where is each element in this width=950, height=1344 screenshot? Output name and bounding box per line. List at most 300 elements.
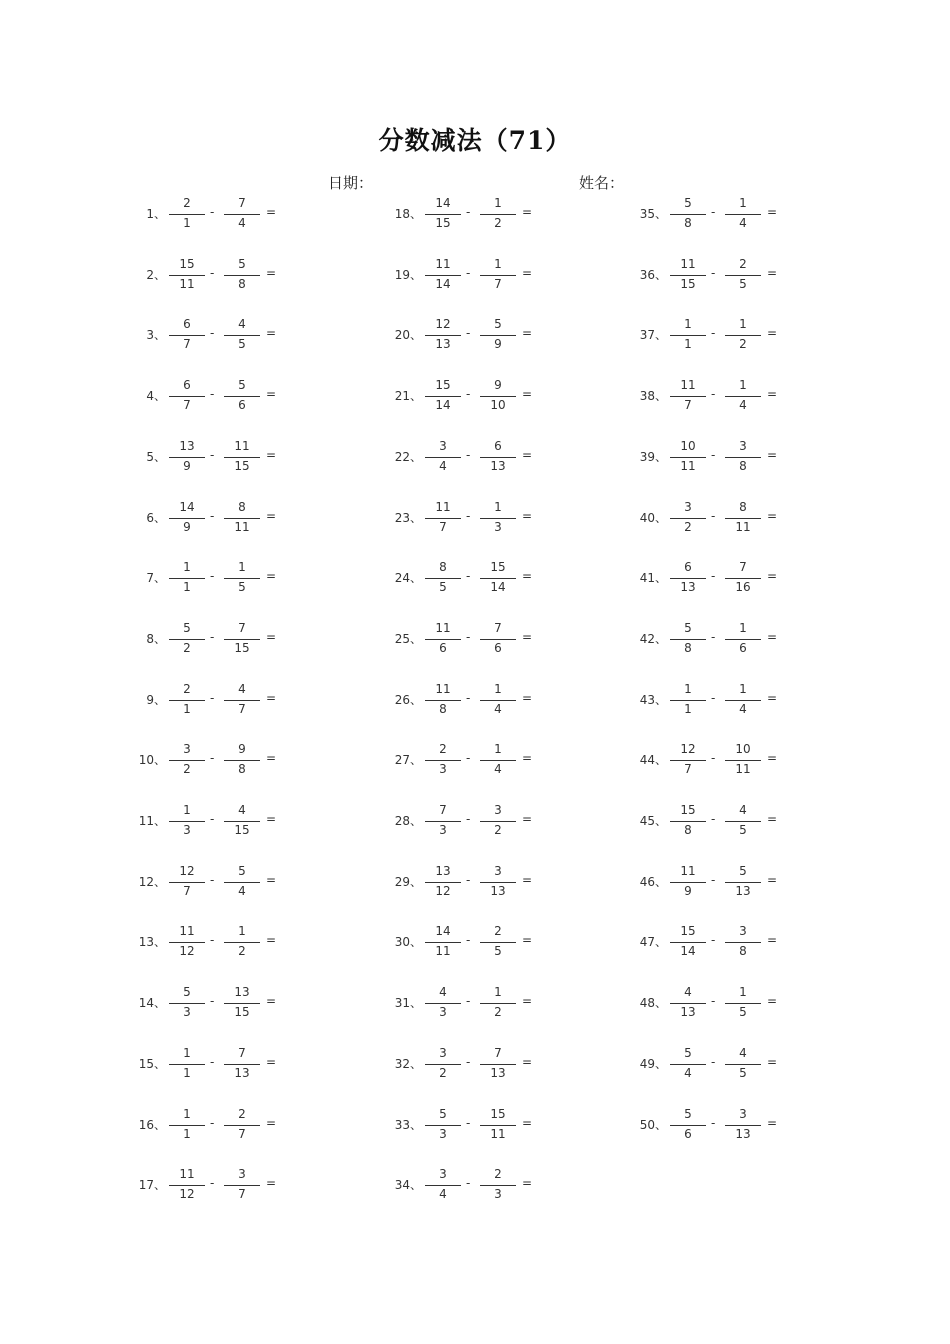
minuend-fraction	[670, 619, 706, 659]
minuend-fraction	[425, 619, 461, 659]
subtrahend-denominator: 15	[234, 458, 250, 473]
problem-number: 49、	[639, 1056, 667, 1071]
minuend-fraction	[169, 1165, 205, 1205]
minuend-denominator: 6	[684, 1126, 692, 1141]
minuend-fraction	[425, 1044, 461, 1084]
subtrahend-fraction	[480, 740, 516, 780]
fraction-bar	[725, 275, 761, 276]
minuend-fraction	[425, 680, 461, 720]
date-label: 日期：	[328, 174, 374, 192]
minuend-fraction	[169, 1105, 205, 1145]
subtrahend-numerator: 1	[494, 985, 502, 1000]
subtrahend-fraction	[480, 1165, 516, 1205]
fraction-bar	[725, 578, 761, 579]
minuend-fraction	[425, 498, 461, 538]
problem-number: 15、	[138, 1056, 166, 1071]
minuend-denominator: 12	[435, 883, 451, 898]
equals-sign: =	[522, 508, 533, 523]
subtrahend-denominator: 13	[735, 1126, 751, 1141]
minuend-numerator: 2	[439, 742, 447, 757]
subtrahend-fraction	[224, 437, 260, 477]
equals-sign: =	[266, 751, 277, 766]
subtrahend-denominator: 10	[490, 398, 506, 413]
subtrahend-denominator: 7	[238, 701, 246, 716]
fraction-bar	[725, 457, 761, 458]
minuend-numerator: 5	[183, 620, 191, 635]
subtrahend-fraction	[224, 862, 260, 902]
subtrahend-numerator: 8	[238, 499, 246, 514]
minuend-fraction	[670, 376, 706, 416]
subtrahend-denominator: 15	[234, 823, 250, 837]
minuend-denominator: 2	[183, 640, 191, 655]
fraction-bar	[480, 1125, 516, 1126]
minuend-numerator: 15	[435, 378, 451, 393]
equals-sign: =	[767, 326, 778, 341]
subtrahend-denominator: 13	[490, 1065, 506, 1080]
problem-number: 3、	[146, 328, 166, 343]
minus-sign: -	[466, 994, 471, 1009]
minuend-denominator: 13	[680, 1005, 696, 1020]
subtrahend-numerator: 13	[234, 985, 250, 1000]
fraction-bar	[725, 1003, 761, 1004]
problem-number: 10、	[138, 753, 166, 768]
minus-sign: -	[466, 812, 471, 826]
minuend-denominator: 2	[183, 762, 191, 777]
problem-number: 43、	[639, 692, 667, 707]
minus-sign: -	[210, 1176, 215, 1191]
minuend-denominator: 5	[439, 580, 447, 595]
subtrahend-fraction	[480, 558, 516, 598]
equals-sign: =	[767, 933, 778, 948]
subtrahend-fraction	[725, 194, 761, 234]
subtrahend-numerator: 3	[494, 803, 502, 817]
subtrahend-denominator: 6	[238, 398, 246, 413]
subtrahend-numerator: 1	[739, 985, 747, 1000]
minuend-numerator: 14	[435, 924, 451, 939]
subtrahend-denominator: 4	[494, 701, 502, 716]
minuend-denominator: 1	[183, 701, 191, 716]
subtrahend-denominator: 2	[494, 1005, 502, 1020]
minuend-numerator: 12	[435, 317, 451, 332]
problem-number: 14、	[138, 996, 166, 1011]
problem-number: 48、	[639, 996, 667, 1011]
minus-sign: -	[210, 751, 215, 766]
subtrahend-fraction	[224, 680, 260, 720]
subtrahend-fraction	[480, 801, 516, 841]
minuend-fraction	[425, 315, 461, 355]
problem-number: 27、	[394, 753, 422, 768]
minuend-fraction	[425, 1105, 461, 1145]
fraction-bar	[480, 396, 516, 397]
problem-number: 30、	[394, 935, 422, 950]
subtrahend-numerator: 3	[739, 438, 747, 453]
problem-number: 46、	[639, 874, 667, 889]
problem-number: 37、	[639, 328, 667, 343]
subtrahend-denominator: 4	[739, 216, 747, 230]
fraction-bar	[224, 760, 260, 761]
minus-sign: -	[711, 326, 716, 341]
equals-sign: =	[266, 933, 277, 948]
subtrahend-numerator: 1	[238, 560, 246, 575]
equals-sign: =	[522, 387, 533, 402]
minus-sign: -	[466, 933, 471, 948]
problem-number: 50、	[639, 1117, 667, 1132]
minuend-denominator: 8	[439, 701, 447, 716]
minus-sign: -	[466, 326, 471, 341]
subtrahend-denominator: 5	[739, 1005, 747, 1020]
subtrahend-numerator: 1	[739, 681, 747, 696]
minus-sign: -	[711, 872, 716, 887]
equals-sign: =	[266, 994, 277, 1009]
subtrahend-denominator: 13	[490, 883, 506, 898]
subtrahend-numerator: 2	[739, 256, 747, 271]
subtrahend-denominator: 7	[494, 276, 502, 291]
fraction-bar	[425, 518, 461, 519]
fraction-bar	[425, 214, 461, 215]
fraction-bar	[480, 700, 516, 701]
fraction-bar	[725, 396, 761, 397]
fraction-bar	[169, 518, 205, 519]
fraction-bar	[224, 578, 260, 579]
fraction-bar	[224, 639, 260, 640]
fraction-bar	[425, 578, 461, 579]
minuend-numerator: 15	[680, 803, 696, 817]
minuend-denominator: 3	[183, 1005, 191, 1020]
minus-sign: -	[466, 1054, 471, 1069]
fraction-bar	[169, 760, 205, 761]
minus-sign: -	[711, 751, 716, 766]
subtrahend-numerator: 7	[494, 1045, 502, 1060]
subtrahend-fraction	[725, 801, 761, 841]
minuend-denominator: 7	[183, 337, 191, 352]
equals-sign: =	[266, 447, 277, 462]
fraction-bar	[425, 942, 461, 943]
page-title: 分数减法（71）	[378, 126, 572, 155]
problem-number: 17、	[138, 1178, 166, 1193]
minuend-denominator: 2	[684, 519, 692, 534]
minuend-numerator: 3	[439, 1167, 447, 1182]
minuend-fraction	[425, 922, 461, 962]
equals-sign: =	[266, 1054, 277, 1069]
subtrahend-denominator: 4	[238, 883, 246, 898]
subtrahend-fraction	[725, 1105, 761, 1145]
problem-number: 29、	[394, 874, 422, 889]
fraction-bar	[480, 760, 516, 761]
minuend-denominator: 12	[179, 944, 195, 959]
subtrahend-numerator: 7	[238, 196, 246, 210]
subtrahend-fraction	[224, 315, 260, 355]
minuend-fraction	[670, 983, 706, 1023]
subtrahend-fraction	[224, 558, 260, 598]
equals-sign: =	[266, 265, 277, 280]
subtrahend-fraction	[480, 498, 516, 538]
problem-number: 34、	[394, 1178, 422, 1193]
subtrahend-numerator: 1	[739, 620, 747, 635]
subtrahend-fraction	[224, 801, 260, 841]
minus-sign: -	[210, 812, 215, 826]
fraction-bar	[670, 821, 706, 822]
minus-sign: -	[210, 994, 215, 1009]
subtrahend-denominator: 3	[494, 519, 502, 534]
subtrahend-fraction	[480, 680, 516, 720]
subtrahend-numerator: 5	[238, 256, 246, 271]
subtrahend-denominator: 8	[739, 944, 747, 959]
minuend-denominator: 11	[680, 458, 696, 473]
fraction-bar	[480, 821, 516, 822]
minus-sign: -	[210, 690, 215, 705]
subtrahend-fraction	[480, 194, 516, 234]
minus-sign: -	[210, 629, 215, 644]
minuend-fraction	[169, 740, 205, 780]
subtrahend-numerator: 1	[739, 196, 747, 210]
minuend-numerator: 2	[183, 681, 191, 696]
subtrahend-fraction	[725, 376, 761, 416]
minus-sign: -	[711, 387, 716, 402]
minus-sign: -	[210, 1115, 215, 1130]
fraction-bar	[224, 942, 260, 943]
subtrahend-denominator: 7	[238, 1187, 246, 1202]
minuend-fraction	[169, 862, 205, 902]
problem-number: 7、	[146, 571, 166, 586]
equals-sign: =	[522, 994, 533, 1009]
minuend-numerator: 15	[179, 256, 195, 271]
minuend-numerator: 13	[435, 863, 451, 878]
minuend-numerator: 3	[439, 1045, 447, 1060]
minus-sign: -	[210, 205, 215, 219]
minuend-numerator: 1	[183, 1045, 191, 1060]
subtrahend-denominator: 13	[735, 883, 751, 898]
subtrahend-denominator: 4	[238, 216, 246, 230]
subtrahend-fraction	[480, 1044, 516, 1084]
subtrahend-fraction	[224, 255, 260, 295]
problem-number: 35、	[639, 207, 667, 221]
minuend-denominator: 4	[439, 1187, 447, 1202]
minuend-numerator: 4	[684, 985, 692, 1000]
minuend-fraction	[670, 801, 706, 841]
minus-sign: -	[711, 508, 716, 523]
minus-sign: -	[711, 994, 716, 1009]
subtrahend-denominator: 7	[238, 1126, 246, 1141]
minus-sign: -	[466, 629, 471, 644]
minuend-numerator: 5	[439, 1106, 447, 1121]
subtrahend-fraction	[480, 619, 516, 659]
minuend-fraction	[169, 376, 205, 416]
subtrahend-fraction	[224, 376, 260, 416]
minuend-fraction	[425, 801, 461, 841]
minuend-numerator: 5	[684, 620, 692, 635]
minuend-denominator: 14	[680, 944, 696, 959]
minuend-numerator: 5	[684, 196, 692, 210]
equals-sign: =	[522, 629, 533, 644]
minuend-numerator: 5	[684, 1045, 692, 1060]
minuend-numerator: 5	[684, 1106, 692, 1121]
problem-number: 5、	[146, 449, 166, 464]
subtrahend-numerator: 15	[490, 560, 506, 575]
equals-sign: =	[522, 690, 533, 705]
subtrahend-fraction	[725, 558, 761, 598]
minus-sign: -	[210, 326, 215, 341]
fraction-bar	[169, 882, 205, 883]
minuend-fraction	[425, 558, 461, 598]
fraction-bar	[169, 214, 205, 215]
equals-sign: =	[266, 508, 277, 523]
minuend-denominator: 7	[684, 762, 692, 777]
equals-sign: =	[767, 994, 778, 1009]
subtrahend-denominator: 6	[739, 640, 747, 655]
equals-sign: =	[767, 751, 778, 766]
fraction-bar	[425, 335, 461, 336]
minuend-denominator: 15	[435, 216, 451, 230]
minuend-fraction	[169, 498, 205, 538]
minus-sign: -	[210, 447, 215, 462]
equals-sign: =	[767, 569, 778, 584]
subtrahend-denominator: 9	[494, 337, 502, 352]
equals-sign: =	[522, 265, 533, 280]
minuend-fraction	[670, 498, 706, 538]
subtrahend-fraction	[725, 922, 761, 962]
fraction-bar	[169, 1185, 205, 1186]
minuend-denominator: 9	[684, 883, 692, 898]
subtrahend-denominator: 3	[494, 1187, 502, 1202]
minuend-numerator: 10	[680, 438, 696, 453]
problem-number: 47、	[639, 935, 667, 950]
subtrahend-numerator: 1	[494, 681, 502, 696]
subtrahend-denominator: 5	[238, 337, 246, 352]
fraction-bar	[480, 942, 516, 943]
problem-number: 38、	[639, 389, 667, 404]
subtrahend-denominator: 14	[490, 580, 506, 595]
problem-number: 19、	[394, 267, 422, 282]
subtrahend-denominator: 11	[490, 1126, 506, 1141]
subtrahend-numerator: 11	[234, 438, 250, 453]
problem-number: 44、	[639, 753, 667, 768]
minus-sign: -	[711, 569, 716, 584]
subtrahend-fraction	[480, 255, 516, 295]
subtrahend-numerator: 2	[494, 924, 502, 939]
fraction-bar	[480, 1003, 516, 1004]
fraction-bar	[670, 457, 706, 458]
fraction-bar	[224, 1064, 260, 1065]
problem-number: 31、	[394, 996, 422, 1011]
fraction-bar	[725, 214, 761, 215]
minuend-fraction	[169, 1044, 205, 1084]
minuend-fraction	[670, 437, 706, 477]
minuend-fraction	[670, 255, 706, 295]
subtrahend-numerator: 5	[238, 378, 246, 393]
problem-number: 13、	[138, 935, 166, 950]
subtrahend-numerator: 4	[238, 803, 246, 817]
fraction-bar	[725, 1125, 761, 1126]
fraction-bar	[224, 1003, 260, 1004]
subtrahend-fraction	[725, 1044, 761, 1084]
fraction-bar	[425, 396, 461, 397]
subtrahend-numerator: 1	[494, 256, 502, 271]
minus-sign: -	[711, 1054, 716, 1069]
minuend-numerator: 1	[684, 317, 692, 332]
fraction-bar	[725, 942, 761, 943]
fraction-bar	[725, 1064, 761, 1065]
minuend-denominator: 3	[439, 1005, 447, 1020]
equals-sign: =	[522, 447, 533, 462]
subtrahend-denominator: 15	[234, 640, 250, 655]
equals-sign: =	[767, 690, 778, 705]
equals-sign: =	[522, 1054, 533, 1069]
equals-sign: =	[266, 205, 277, 219]
equals-sign: =	[522, 933, 533, 948]
subtrahend-fraction	[725, 619, 761, 659]
subtrahend-fraction	[480, 315, 516, 355]
minuend-fraction	[670, 862, 706, 902]
subtrahend-numerator: 5	[494, 317, 502, 332]
minuend-denominator: 3	[439, 762, 447, 777]
fraction-bar	[425, 457, 461, 458]
equals-sign: =	[767, 872, 778, 887]
equals-sign: =	[522, 872, 533, 887]
fraction-bar	[169, 639, 205, 640]
problem-number: 12、	[138, 874, 166, 889]
fraction-bar	[425, 821, 461, 822]
minuend-fraction	[169, 680, 205, 720]
fraction-bar	[425, 760, 461, 761]
subtrahend-denominator: 2	[494, 216, 502, 230]
equals-sign: =	[767, 265, 778, 280]
minuend-denominator: 1	[684, 701, 692, 716]
problem-number: 21、	[394, 389, 422, 404]
minus-sign: -	[210, 387, 215, 402]
minuend-numerator: 11	[680, 378, 696, 393]
subtrahend-numerator: 1	[494, 196, 502, 210]
minuend-numerator: 14	[435, 196, 451, 210]
minus-sign: -	[711, 205, 716, 219]
subtrahend-denominator: 5	[494, 944, 502, 959]
subtrahend-numerator: 7	[739, 560, 747, 575]
minuend-denominator: 4	[684, 1065, 692, 1080]
minuend-numerator: 6	[684, 560, 692, 575]
minus-sign: -	[711, 629, 716, 644]
equals-sign: =	[767, 1054, 778, 1069]
equals-sign: =	[522, 751, 533, 766]
fraction-bar	[169, 1064, 205, 1065]
problem-number: 22、	[394, 449, 422, 464]
subtrahend-numerator: 7	[238, 620, 246, 635]
minuend-numerator: 15	[680, 924, 696, 939]
problem-number: 41、	[639, 571, 667, 586]
fraction-bar	[725, 760, 761, 761]
equals-sign: =	[266, 1115, 277, 1130]
minus-sign: -	[466, 751, 471, 766]
minuend-denominator: 7	[439, 519, 447, 534]
fraction-bar	[224, 821, 260, 822]
minuend-fraction	[169, 315, 205, 355]
subtrahend-numerator: 4	[238, 681, 246, 696]
minuend-fraction	[670, 315, 706, 355]
fraction-bar	[670, 214, 706, 215]
subtrahend-numerator: 4	[739, 803, 747, 817]
fraction-bar	[224, 700, 260, 701]
subtrahend-fraction	[725, 862, 761, 902]
fraction-bar	[169, 942, 205, 943]
minuend-numerator: 11	[435, 499, 451, 514]
minuend-fraction	[425, 740, 461, 780]
subtrahend-denominator: 16	[735, 580, 751, 595]
minus-sign: -	[210, 508, 215, 523]
equals-sign: =	[522, 569, 533, 584]
minuend-numerator: 3	[684, 499, 692, 514]
problem-number: 6、	[146, 510, 166, 525]
fraction-bar	[670, 1064, 706, 1065]
equals-sign: =	[266, 690, 277, 705]
fraction-bar	[480, 335, 516, 336]
